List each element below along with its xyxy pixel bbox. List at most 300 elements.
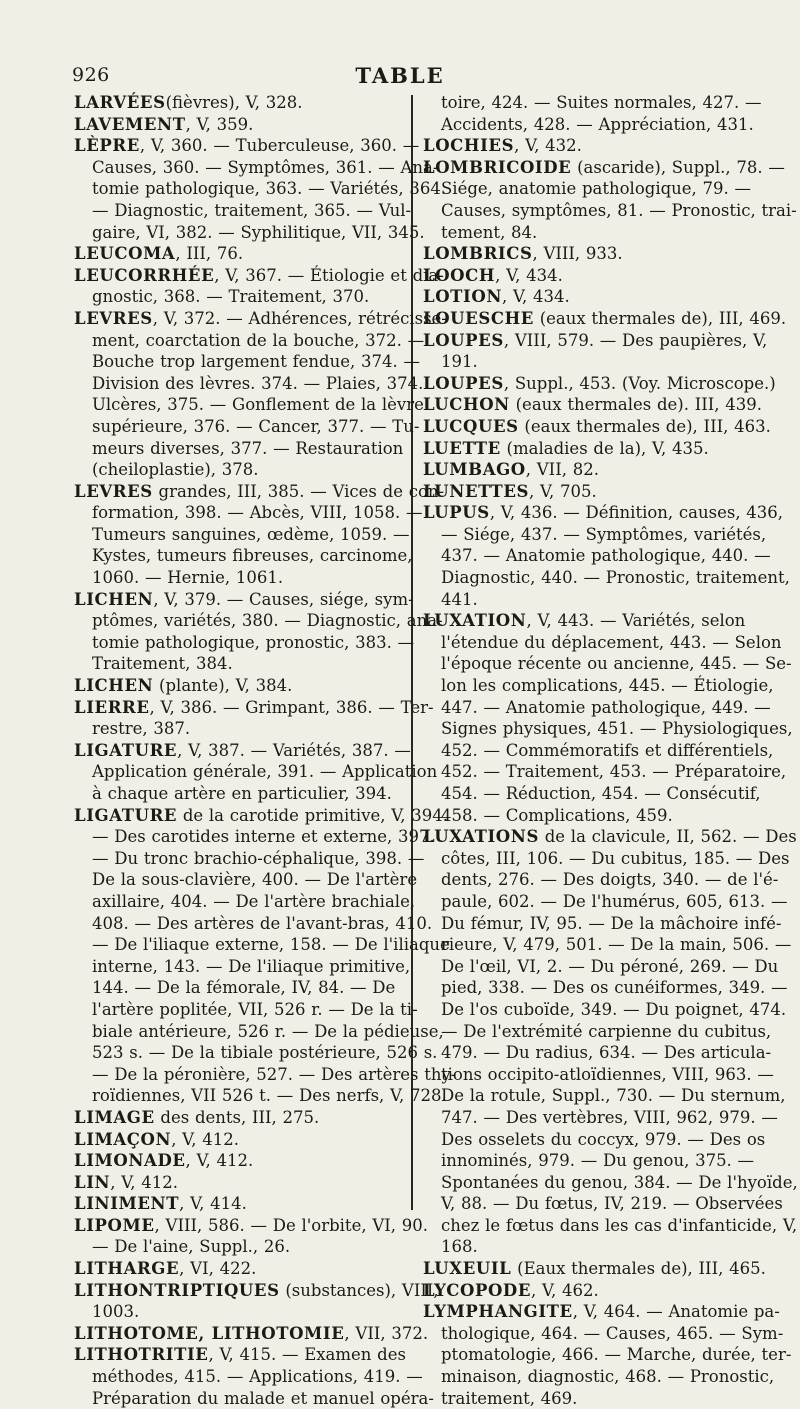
index-entry [74,135,447,243]
entry-text: de la clavicule, II, 562. — Des [538,827,797,847]
entry-line [74,805,449,827]
entry-line [423,1172,798,1194]
entry-text: Causes, 360. — Symptômes, 361. — Ana- [92,157,439,177]
entry-text: paule, 602. — De l'humérus, 605, 613. — [441,891,788,911]
index-entry [423,330,768,373]
entry-line [423,740,774,762]
entry-headword: LOMBRICS [423,244,533,264]
entry-line [423,977,788,999]
entry-line [423,200,797,222]
entry-line [74,1388,434,1409]
entry-headword: LUCHON [423,395,510,415]
entry-text: thologique, 464. — Causes, 465. — Sym- [441,1323,784,1343]
entry-text: l'étendue du déplacement, 443. — Selon [441,632,782,652]
index-entry [74,1280,439,1323]
entry-line [423,697,771,719]
entry-line [74,999,418,1021]
entry-headword: LIGATURE [74,740,178,760]
index-entry [74,114,402,136]
entry-line [423,1280,755,1302]
entry-text: — De l'extrémité carpienne du cubitus, [441,1021,772,1041]
entry-line [74,567,402,589]
index-entry [74,1129,402,1151]
entry-line [423,1301,780,1323]
entry-text: lon les complications, 445. — Étiologie, [441,676,774,696]
index-entry [74,1107,402,1129]
entry-text: Tumeurs sanguines, œdème, 1059. — [92,524,410,544]
entry-line [74,1323,429,1345]
entry-text: des dents, III, 275. [154,1107,320,1127]
entry-text: De la sous-clavière, 400. — De l'artère [92,870,418,890]
entry-line [423,1344,792,1366]
entry-text: 441. [441,589,478,609]
index-entry [423,1280,755,1302]
entry-text: (fièvres), V, 328. [165,93,303,112]
index-entry [423,1301,792,1409]
entry-text: l'époque récente ou ancienne, 445. — Se- [441,654,792,674]
entry-line [74,459,402,481]
index-entry [423,438,755,460]
entry-text: 479. — Du radius, 634. — Des articula- [441,1043,772,1063]
entry-text: , V, 379. — Causes, siége, sym- [153,589,414,609]
entry-text: l'artère poplitée, VII, 526 r. — De la ti- [92,999,418,1019]
entry-line [74,891,416,913]
entry-line [423,1129,766,1151]
entry-line [74,1172,402,1194]
entry-headword: LUXEUIL [423,1259,512,1279]
entry-line [74,1366,423,1388]
entry-line [423,567,790,589]
entry-text: Traitement, 384. [92,654,233,674]
entry-headword: LUPUS [423,503,490,523]
index-entry [74,1215,428,1258]
entry-text: côtes, III, 106. — Du cubitus, 185. — Des [441,848,790,868]
entry-line [423,826,797,848]
entry-line [423,157,785,179]
entry-text: De l'œil, VI, 2. — Du péroné, 269. — Du [441,956,779,976]
entry-line [74,1344,406,1366]
entry-line [423,913,782,935]
entry-text: , V, 415. — Examen des [208,1345,406,1365]
entry-line [74,848,425,870]
entry-line [423,524,767,546]
entry-line [423,416,771,438]
entry-headword: LARVÉES [74,93,166,112]
entry-line [423,135,755,157]
entry-headword: LYMPHANGITE [423,1302,573,1322]
page-number: 926 [72,64,110,86]
index-entry [74,265,444,308]
entry-text: , V, 436. — Définition, causes, 436, [489,503,784,523]
entry-text: méthodes, 415. — Applications, 419. — [92,1367,423,1387]
entry-text: innominés, 979. — Du genou, 375. — [441,1151,755,1171]
index-entry [423,459,755,481]
entry-text: (eaux thermales de), III, 463. [518,416,771,436]
entry-line [423,286,755,308]
entry-line [74,243,402,265]
entry-line [74,934,450,956]
entry-line [423,438,755,460]
entry-headword: LINIMENT [74,1194,180,1214]
entry-headword: LAVEMENT [74,114,186,134]
entry-line [423,265,755,287]
index-entry [74,1193,402,1215]
entry-text: à chaque artère en particulier, 394. [92,784,392,803]
entry-headword: LICHEN [74,676,154,696]
index-entry [423,157,797,243]
entry-line [74,740,411,762]
entry-text: , V, 387. — Variétés, 387. — [177,740,411,760]
entry-line [423,545,771,567]
entry-line [74,1236,402,1258]
entry-text: 191. [441,352,478,372]
entry-text: (cheiloplastie), 378. [92,460,259,480]
entry-line [74,157,439,179]
entry-text: interne, 143. — De l'iliaque primitive, [92,956,411,976]
index-entry [423,502,790,610]
entry-headword: LIPOME [74,1215,155,1235]
entry-line [74,416,420,438]
entry-headword: LITHOTRITIE [74,1345,209,1365]
entry-line [74,308,447,330]
entry-line [74,524,410,546]
entry-text: gnostic, 368. — Traitement, 370. [92,287,370,307]
entry-line [423,934,792,956]
entry-text: axillaire, 404. — De l'artère brachiale, [92,891,416,911]
index-entry [423,481,755,503]
entry-line [74,394,424,416]
entry-line [74,481,445,503]
entry-text: Causes, symptômes, 81. — Pronostic, trai- [441,200,797,220]
entry-text: tions occipito-atloïdiennes, VIII, 963. — [441,1064,774,1084]
entry-text: Division des lèvres. 374. — Plaies, 374. [92,373,424,393]
entry-text: meurs diverses, 377. — Restauration [92,438,404,458]
entry-line [74,265,444,287]
entry-line [74,1064,457,1086]
entry-headword: LOUESCHE [423,308,534,328]
entry-line [423,610,755,632]
entry-text: , Suppl., 453. (Voy. Microscope.) [503,373,776,393]
entry-line [74,438,402,460]
entry-line [74,502,423,524]
entry-text: — Du tronc brachio-céphalique, 398. — [92,848,425,868]
entry-headword: LIMONADE [74,1151,186,1171]
entry-line [423,1323,784,1345]
entry-text: , V, 705. [529,481,597,501]
entry-text: — Diagnostic, traitement, 365. — Vul- [92,200,412,220]
entry-line [423,1388,755,1409]
entry-text: 437. — Anatomie pathologique, 440. — [441,546,771,566]
entry-text: (maladies de la), V, 435. [500,438,709,458]
entry-text: Ulcères, 375. — Gonflement de la lèvre [92,395,424,415]
entry-text: 452. — Commémoratifs et différentiels, [441,740,774,760]
index-entry [74,481,445,589]
entry-text: , VII, 372. [344,1323,429,1343]
entry-text: 747. — Des vertèbres, VIII, 962, 979. — [441,1107,778,1127]
entry-line [423,1107,778,1129]
entry-text: Préparation du malade et manuel opéra- [92,1388,434,1408]
running-head: TABLE [355,63,445,88]
entry-text: minaison, diagnostic, 468. — Pronostic, [441,1367,775,1387]
entry-line [423,481,755,503]
entry-line [423,114,755,136]
entry-line [423,1064,774,1086]
entry-text: dents, 276. — Des doigts, 340. — de l'é- [441,870,779,890]
entry-line [423,1258,766,1280]
entry-line [74,1280,439,1302]
entry-text: de la carotide primitive, V, 394. [177,805,449,825]
entry-line [423,956,779,978]
index-entry [423,394,763,416]
entry-text: Signes physiques, 451. — Physiologiques, [441,719,793,739]
entry-text: (eaux thermales de), III, 469. [533,308,787,328]
entry-line [423,1021,772,1043]
entry-text: chez le fœtus dans les cas d'infanticide, V, [441,1215,798,1235]
entry-text: — Des carotides interne et externe, 397. [92,827,435,847]
entry-text: Application générale, 391. — Application [92,762,438,782]
entry-text: Des osselets du coccyx, 979. — Des os [441,1129,766,1149]
entry-line [74,200,412,222]
index-entry [423,92,762,135]
entry-line [423,351,755,373]
entry-text: , VI, 422. [179,1259,257,1279]
entry-text: , V, 367. — Étiologie et dia- [214,265,444,285]
index-entry [74,1258,402,1280]
entry-line [74,1193,402,1215]
entry-text: (Eaux thermales de), III, 465. [511,1259,766,1279]
entry-line [74,1150,402,1172]
entry-headword: LOOCH [423,265,496,285]
entry-line [423,92,762,114]
entry-line [74,956,411,978]
entry-text: 168. [441,1237,478,1257]
entry-line [423,459,755,481]
entry-text: restre, 387. [92,719,191,739]
entry-text: , V, 434. [495,265,563,285]
entry-line [74,222,425,244]
entry-text: grandes, III, 385. — Vices de con- [152,481,445,501]
index-entry [74,697,434,740]
entry-line [423,848,790,870]
entry-headword: LUXATIONS [423,827,539,847]
entry-text: 452. — Traitement, 453. — Préparatoire, [441,762,787,782]
entry-headword: LUNETTES [423,481,530,501]
entry-line [423,373,776,395]
entry-headword: LOUPES [423,373,504,393]
entry-text: ptomatologie, 466. — Marche, durée, ter- [441,1345,792,1365]
entry-text: Diagnostic, 440. — Pronostic, traitement, [441,568,790,588]
index-entry [423,308,787,330]
entry-line [423,783,761,805]
entry-headword: LIMAGE [74,1107,155,1127]
entry-line [74,718,402,740]
index-entry [74,92,402,114]
entry-text: De l'os cuboïde, 349. — Du poignet, 474. [441,999,787,1019]
entry-text: rieure, V, 479, 501. — De la main, 506. — [441,935,792,955]
entry-headword: LOUPES [423,330,504,350]
entry-line [74,632,415,654]
entry-text: ptômes, variétés, 380. — Diagnostic, ana- [92,611,443,631]
entry-text: , V, 412. [110,1172,178,1192]
entry-line [74,589,414,611]
entry-headword: LUMBAGO [423,460,526,480]
entry-text: 447. — Anatomie pathologique, 449. — [441,697,771,717]
entry-text: — De l'aine, Suppl., 26. [92,1237,291,1257]
entry-text: pied, 338. — Des os cunéiformes, 349. — [441,978,788,998]
entry-line [74,1085,447,1107]
entry-line [423,1215,798,1237]
entry-text: 144. — De la fémorale, IV, 84. — De [92,978,396,998]
index-entry [74,243,402,265]
entry-headword: LEVRES [74,481,153,501]
entry-line [423,308,787,330]
entry-text: 454. — Réduction, 454. — Consécutif, [441,784,761,803]
entry-headword: LOMBRICOIDE [423,157,572,177]
entry-line [74,114,402,136]
entry-line [74,653,402,675]
entry-text: , V, 443. — Variétés, selon [526,611,746,631]
index-entry [74,1344,434,1409]
entry-headword: LITHOTOME, LITHOTOMIE [74,1323,345,1343]
entry-headword: LIERRE [74,697,150,717]
entry-text: , V, 412. [171,1129,239,1149]
entry-text: , V, 372. — Adhérences, rétrécisse- [152,308,447,328]
entry-line [74,178,447,200]
entry-line [423,1085,786,1107]
entry-line [74,545,413,567]
entry-line [423,653,792,675]
entry-line [74,330,425,352]
entry-text: Kystes, tumeurs fibreuses, carcinome, [92,546,413,566]
index-entry [74,805,457,1107]
entry-text: , V, 432. [514,136,582,156]
entry-text: De la rotule, Suppl., 730. — Du sternum, [441,1086,786,1106]
entry-text: (eaux thermales de). III, 439. [509,395,763,415]
entry-text: roïdiennes, VII 526 t. — Des nerfs, V, 728. [92,1086,447,1106]
entry-line [74,351,420,373]
entry-headword: LUCQUES [423,416,519,436]
entry-text: , V, 386. — Grimpant, 386. — Ter- [149,697,434,717]
entry-line [423,222,755,244]
entry-text: 1003. [92,1302,140,1322]
entry-line [423,1150,755,1172]
entry-line [74,1215,428,1237]
entry-line [74,1021,444,1043]
entry-line [423,394,763,416]
entry-line [74,675,402,697]
entry-line [423,589,755,611]
entry-text: ment, coarctation de la bouche, 372. — [92,330,425,350]
entry-line [423,891,788,913]
index-entry [74,1150,402,1172]
entry-line [74,1258,402,1280]
entry-text: , V, 360. — Tuberculeuse, 360. — [139,136,420,156]
index-entry [74,589,443,675]
entry-text: gaire, VI, 382. — Syphilitique, VII, 345. [92,222,425,242]
index-entry [423,373,776,395]
entry-line [423,1366,775,1388]
index-entry [423,286,755,308]
entry-line [423,330,768,352]
index-entry [74,740,438,805]
entry-text: (substances), VIII, [279,1280,439,1300]
entry-text: , VIII, 586. — De l'orbite, VI, 90. [154,1215,428,1235]
index-entry [74,1323,429,1345]
entry-headword: LOTION [423,287,503,307]
entry-line [74,135,420,157]
entry-line [423,718,793,740]
entry-text: formation, 398. — Abcès, VIII, 1058. — [92,503,423,523]
entry-headword: LITHONTRIPTIQUES [74,1280,280,1300]
entry-headword: LÈPRE [74,136,140,156]
entry-line [74,92,402,114]
index-entry [423,416,771,438]
entry-text: Spontanées du genou, 384. — De l'hyoïde, [441,1172,798,1192]
index-entry [423,826,798,1258]
entry-line [74,610,443,632]
index-entry [74,1172,402,1194]
entry-text: — De la péronière, 527. — Des artères thy- [92,1064,457,1084]
entry-text: 458. — Complications, 459. [441,805,673,825]
entry-headword: LOCHIES [423,136,515,156]
entry-text: , V, 462. [531,1280,599,1300]
entry-line [423,502,784,524]
entry-line [423,805,755,827]
entry-headword: LEUCORRHÉE [74,265,215,285]
entry-text: 523 s. — De la tibiale postérieure, 526 s. [92,1043,438,1063]
entry-line [74,1042,438,1064]
entry-text: , V, 414. [179,1194,247,1214]
entry-text: (ascaride), Suppl., 78. — [571,157,785,177]
entry-text: (plante), V, 384. [153,676,293,696]
entry-headword: LIN [74,1172,111,1192]
entry-line [74,869,418,891]
entry-text: supérieure, 376. — Cancer, 377. — Tu- [92,416,420,436]
entry-text: tement, 84. [441,222,538,242]
entry-line [423,761,787,783]
index-entry [423,243,755,265]
entry-line [74,977,402,999]
entry-line [74,826,435,848]
entry-line [423,1042,772,1064]
entry-line [74,783,402,805]
entry-text: toire, 424. — Suites normales, 427. — [441,93,762,112]
entry-line [74,1301,402,1323]
entry-headword: LIMAÇON [74,1129,172,1149]
entry-text: , V, 434. [502,287,570,307]
entry-text: , VIII, 933. [532,244,623,264]
entry-line [423,999,787,1021]
entry-headword: LEVRES [74,308,153,328]
entry-line [423,1236,755,1258]
entry-headword: LICHEN [74,589,154,609]
entry-line [423,178,755,200]
entry-text: tomie pathologique, 363. — Variétés, 364. [92,179,447,199]
entry-line [423,632,782,654]
entry-line [74,373,424,395]
entry-line [74,697,434,719]
entry-line [423,675,774,697]
index-entry [423,1258,766,1280]
index-entry [423,135,755,157]
entry-text: biale antérieure, 526 r. — De la pédieuse, [92,1021,444,1041]
entry-text: 408. — Des artères de l'avant-bras, 410. [92,913,433,933]
entry-line [74,1107,402,1129]
entry-text: — De l'iliaque externe, 158. — De l'iliaque [92,935,450,955]
entry-text: , VII, 82. [525,460,599,480]
entry-line [423,869,779,891]
index-entry [423,265,755,287]
